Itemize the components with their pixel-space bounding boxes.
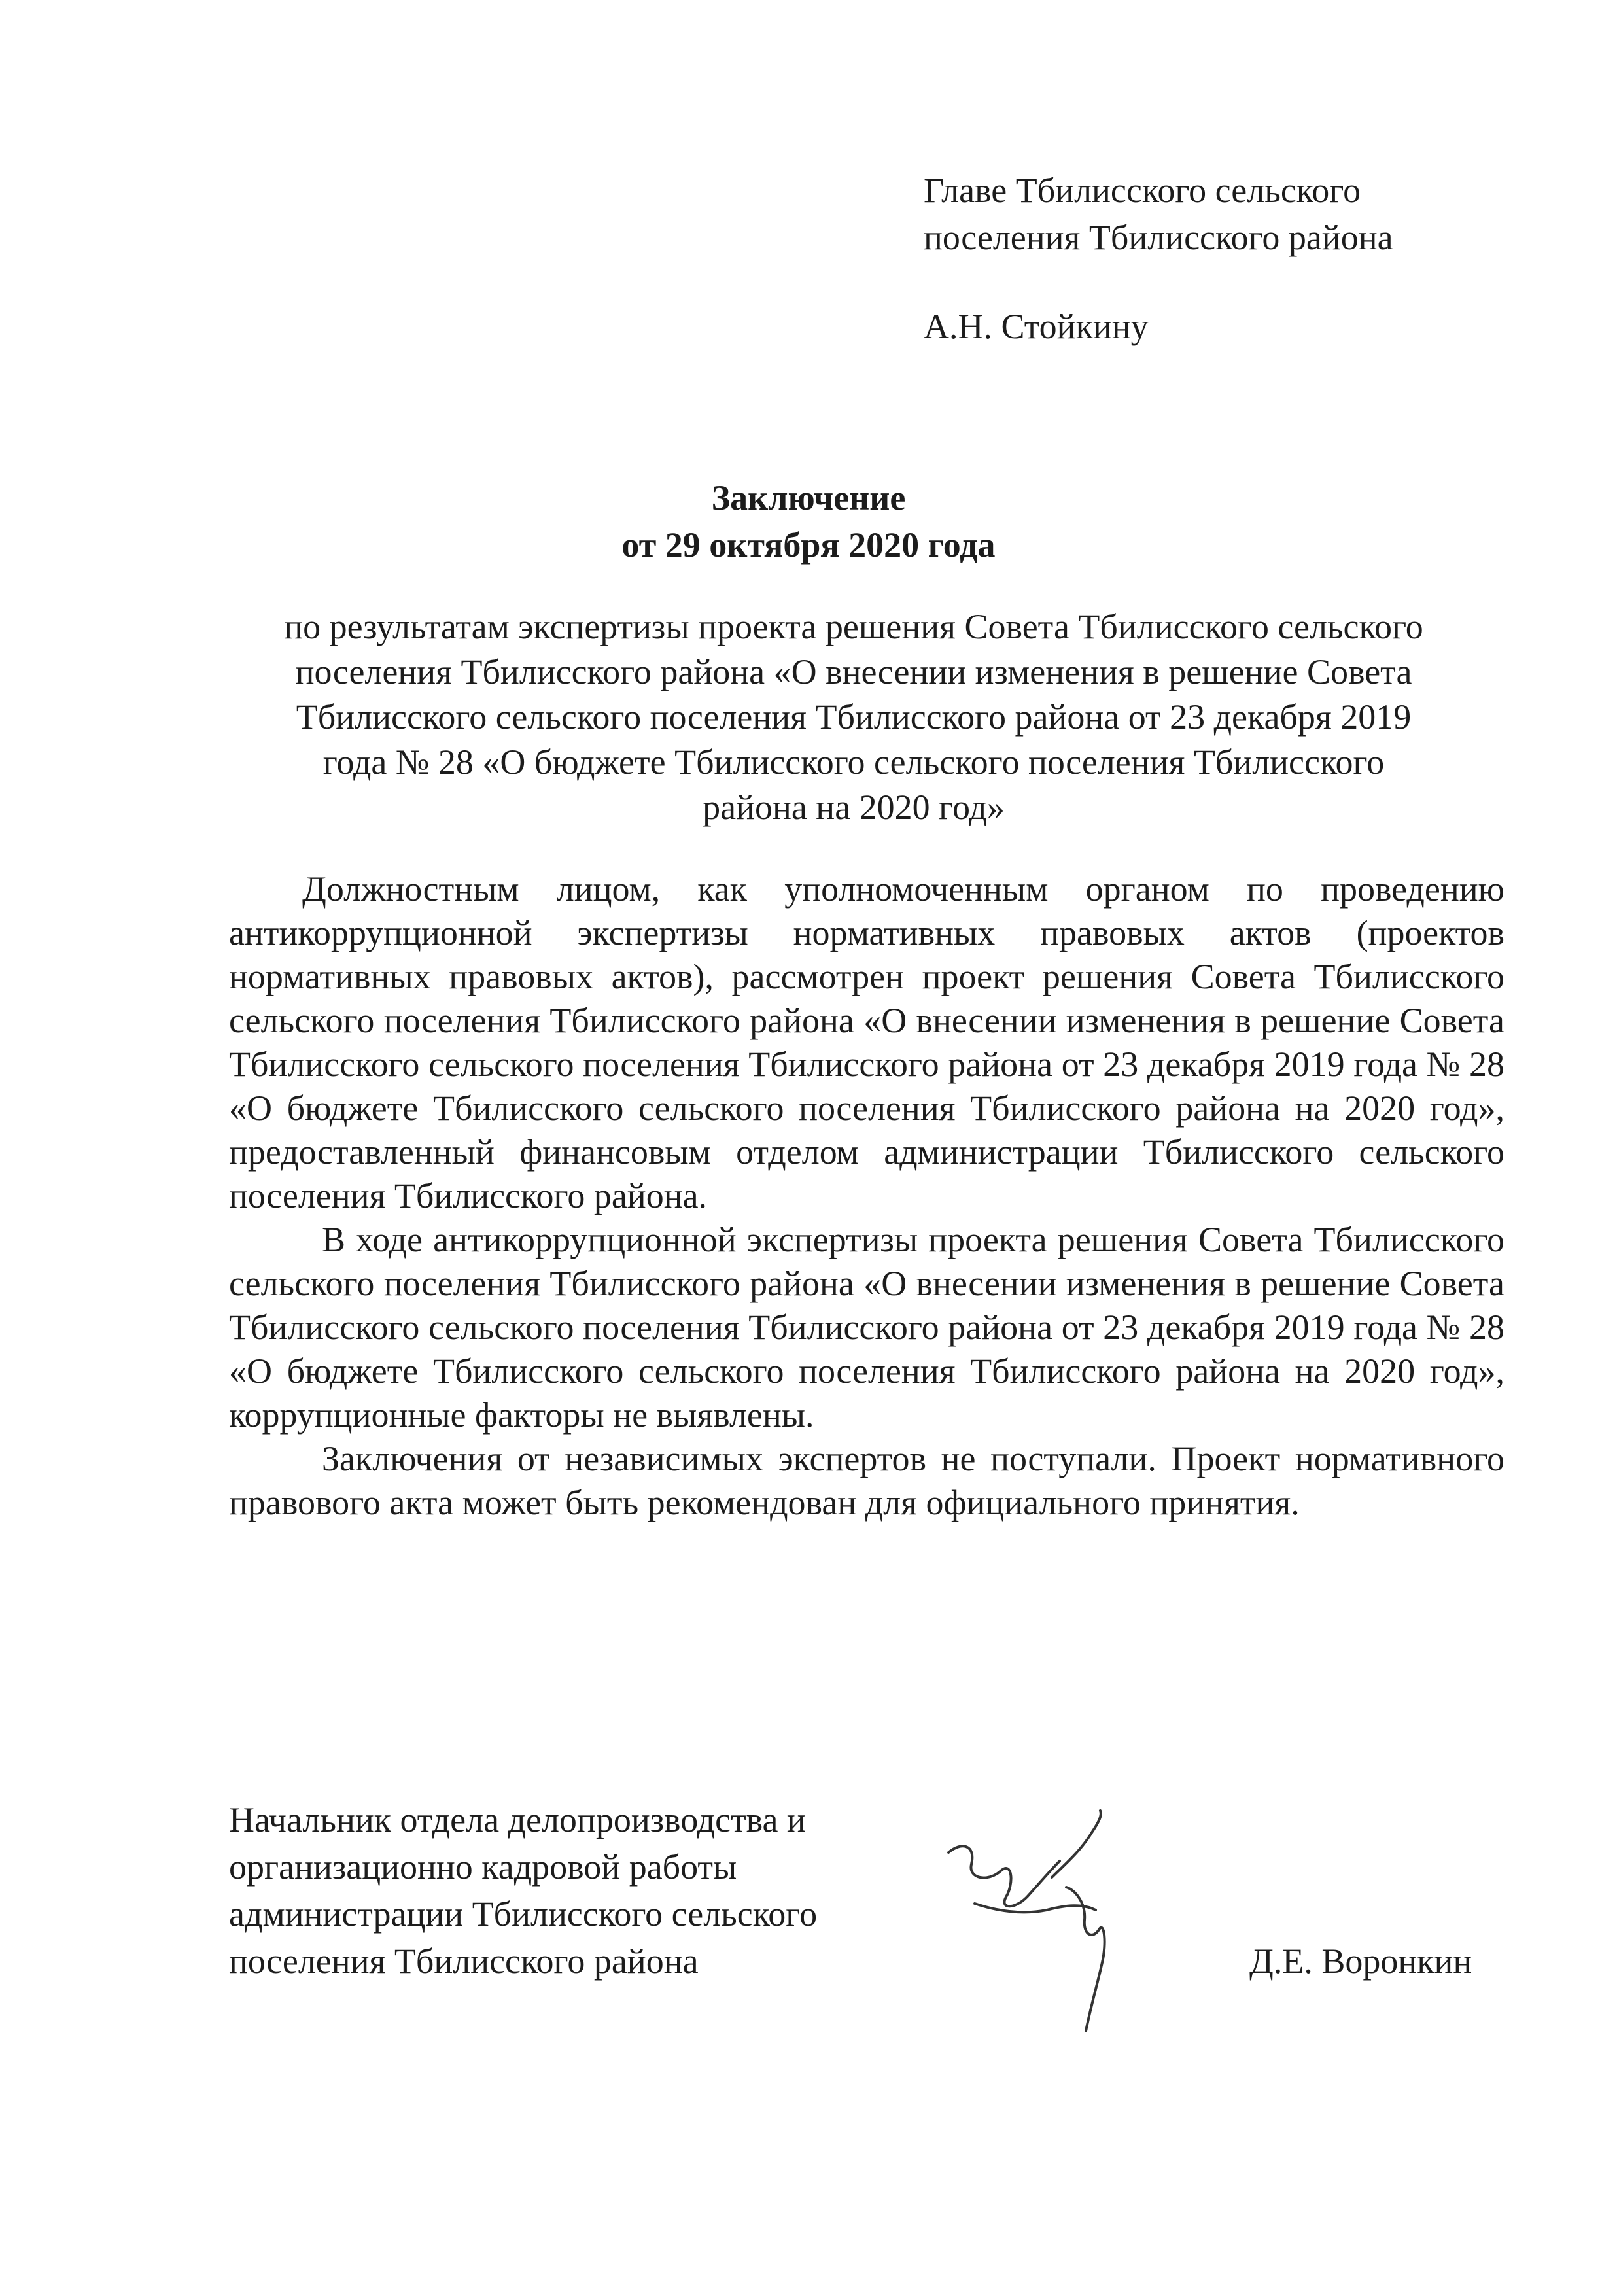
body-paragraph-3: Заключения от независимых экспертов не поступали. Проект нормативного правового акта может быть рекомендован для официального принятия. (229, 1439, 1504, 1522)
handwritten-signature (935, 1805, 1151, 2041)
position-line: администрации Тбилисского сельского (229, 1894, 818, 1934)
position-line: организационно кадровой работы (229, 1847, 737, 1887)
subject-line: района на 2020 год» (703, 788, 1005, 827)
addressee-name: А.Н. Стойкину (924, 307, 1149, 346)
title-heading: Заключение (711, 478, 906, 517)
subject-line: поселения Тбилисского района «О внесении изменения в решение Совета (295, 652, 1412, 691)
body-paragraph-1: Должностным лицом, как уполномоченным органом по проведению антикоррупционной экспертизы нормативных правовых актов (проектов нормативных правовых актов), рассмотрен проект решения Совета Тбилисского сельского поселения Тбилисского района «О внесении изменения в решение Совета Тбилисского сельского поселения Тбилисского района от 23 декабря 2019 года № 28 «О бюджете Тбилисского сельского поселения Тбилисского района на 2020 год», предоставленный финансовым отделом администрации Тбилисского сельского поселения Тбилисского района. (229, 869, 1504, 1215)
position-line: Начальник отдела делопроизводства и (229, 1800, 806, 1839)
addressee-block (924, 167, 1393, 350)
position-line: поселения Тбилисского района (229, 1941, 699, 1981)
document-subject (216, 604, 1491, 830)
subject-line: по результатам экспертизы проекта решения Совета Тбилисского сельского (284, 607, 1423, 646)
addressee-line-1: Главе Тбилисского сельского (924, 171, 1361, 210)
document-body (229, 867, 1504, 1525)
title-date: от 29 октября 2020 года (621, 525, 996, 565)
signatory-name: Д.Е. Воронкин (1249, 1941, 1472, 1981)
signatory-position (229, 1796, 817, 1985)
addressee-line-2: поселения Тбилисского района (924, 218, 1393, 257)
body-paragraph-2: В ходе антикоррупционной экспертизы проекта решения Совета Тбилисского сельского поселения Тбилисского района «О внесении изменения в решение Совета Тбилисского сельского поселения Тбилисского района от 23 декабря 2019 года № 28 «О бюджете Тбилисского сельского поселения Тбилисского района на 2020 год», коррупционные факторы не выявлены. (229, 1220, 1504, 1435)
document-title (0, 474, 1617, 568)
subject-line: года № 28 «О бюджете Тбилисского сельского поселения Тбилисского (322, 742, 1385, 782)
subject-line: Тбилисского сельского поселения Тбилисского района от 23 декабря 2019 (296, 697, 1412, 737)
